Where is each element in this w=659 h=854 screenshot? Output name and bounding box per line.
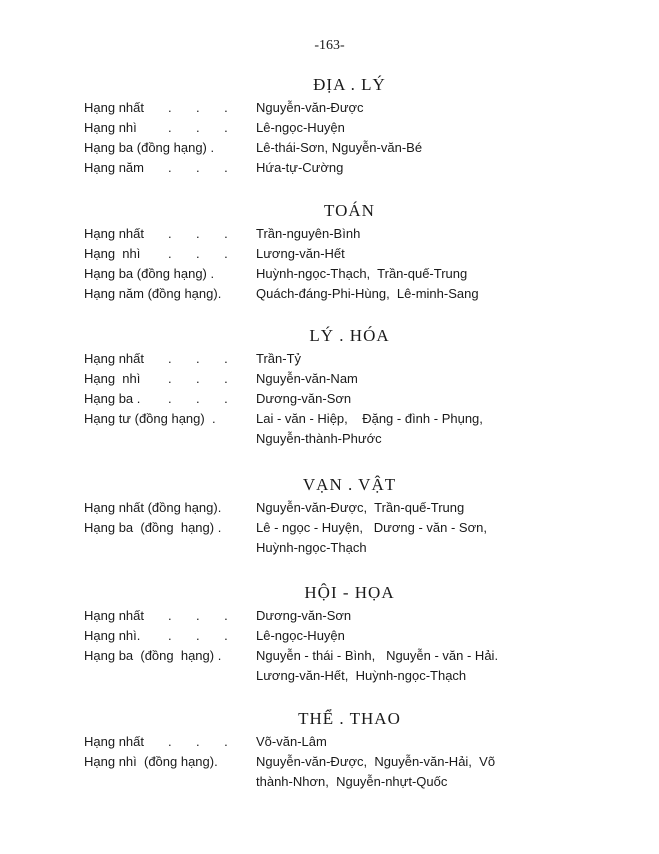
- leader-dots: . . .: [168, 608, 230, 623]
- section-title: LÝ . HÓA: [309, 326, 390, 345]
- leader-dots: . . .: [168, 391, 230, 406]
- leader-dots: . . .: [168, 160, 230, 175]
- result-row: [0, 429, 659, 449]
- result-row: [0, 772, 659, 792]
- rank-label: Hạng nhất: [84, 100, 144, 115]
- section: [0, 323, 659, 449]
- winner-names: Huỳnh-ngọc-Thạch: [256, 540, 367, 555]
- winner-names: Lê-ngọc-Huyện: [256, 120, 345, 135]
- winner-names: Nguyễn - thái - Bình, Nguyễn - văn - Hải.: [256, 648, 499, 663]
- section: [0, 706, 659, 792]
- winner-names: Lê - ngọc - Huyện, Dương - văn - Sơn,: [256, 520, 487, 535]
- section-title: TOÁN: [324, 201, 375, 220]
- winner-names: Nguyễn-văn-Được, Nguyễn-văn-Hải, Võ: [256, 754, 496, 769]
- result-row: [0, 538, 659, 558]
- result-row: [0, 606, 659, 626]
- result-row: [0, 518, 659, 538]
- leader-dots: . . .: [168, 226, 230, 241]
- result-row: [0, 626, 659, 646]
- result-row: [0, 98, 659, 118]
- rank-label: Hạng nhì: [84, 246, 141, 261]
- result-row: [0, 369, 659, 389]
- section-title: HỘI - HỌA: [304, 583, 395, 602]
- rank-label: Hạng ba (đồng hạng) .: [84, 520, 222, 535]
- result-row: [0, 409, 659, 429]
- winner-names: Lương-văn-Hết, Huỳnh-ngọc-Thạch: [256, 668, 467, 683]
- result-row: [0, 224, 659, 244]
- winner-names: Quách-đáng-Phi-Hùng, Lê-minh-Sang: [256, 286, 479, 301]
- result-row: [0, 158, 659, 178]
- winner-names: Nguyễn-thành-Phước: [256, 431, 382, 446]
- section-title: THỂ . THAO: [298, 709, 401, 728]
- leader-dots: . . .: [168, 734, 230, 749]
- rank-label: Hạng nhì.: [84, 628, 141, 643]
- rank-label: Hạng nhất (đồng hạng).: [84, 500, 222, 515]
- leader-dots: . . .: [168, 100, 230, 115]
- winner-names: Dương-văn-Sơn: [256, 608, 352, 623]
- rank-label: Hạng nhất: [84, 226, 144, 241]
- rank-label: Hạng nhất: [84, 351, 144, 366]
- rank-label: Hạng ba .: [84, 391, 141, 406]
- result-row: [0, 752, 659, 772]
- rank-label: Hạng nhất: [84, 608, 144, 623]
- section: [0, 72, 659, 178]
- winner-names: Hứa-tự-Cường: [256, 160, 344, 175]
- rank-label: Hạng nhì: [84, 120, 137, 135]
- section: [0, 198, 659, 304]
- winner-names: Nguyễn-văn-Nam: [256, 371, 358, 386]
- result-row: [0, 349, 659, 369]
- section: [0, 580, 659, 686]
- result-row: [0, 646, 659, 666]
- rank-label: Hạng ba (đồng hạng) .: [84, 266, 215, 281]
- result-row: [0, 118, 659, 138]
- section: [0, 472, 659, 558]
- leader-dots: . . .: [168, 371, 230, 386]
- result-row: [0, 138, 659, 158]
- winner-names: Trần-Tỷ: [256, 351, 302, 366]
- winner-names: Lương-văn-Hết: [256, 246, 345, 261]
- winner-names: Lai - văn - Hiệp, Đặng - đình - Phụng,: [256, 411, 483, 426]
- result-row: [0, 666, 659, 686]
- winner-names: Nguyễn-văn-Được: [256, 100, 364, 115]
- winner-names: Lê-ngọc-Huyện: [256, 628, 345, 643]
- page-number: -163-: [314, 38, 345, 53]
- winner-names: Dương-văn-Sơn: [256, 391, 352, 406]
- result-row: [0, 498, 659, 518]
- section-title: ĐỊA . LÝ: [313, 75, 386, 94]
- result-row: [0, 389, 659, 409]
- winner-names: Trần-nguyên-Bình: [256, 226, 361, 241]
- winner-names: Lê-thái-Sơn, Nguyễn-văn-Bé: [256, 140, 423, 155]
- rank-label: Hạng tư (đồng hạng) .: [84, 411, 216, 426]
- result-row: [0, 732, 659, 752]
- rank-label: Hạng ba (đồng hạng) .: [84, 648, 222, 663]
- leader-dots: . . .: [168, 351, 230, 366]
- rank-label: Hạng năm: [84, 160, 144, 175]
- result-row: [0, 244, 659, 264]
- leader-dots: . . .: [168, 628, 230, 643]
- winner-names: Huỳnh-ngọc-Thạch, Trần-quế-Trung: [256, 266, 468, 281]
- rank-label: Hạng nhì (đồng hạng).: [84, 754, 218, 769]
- rank-label: Hạng nhì: [84, 371, 141, 386]
- result-row: [0, 284, 659, 304]
- rank-label: Hạng ba (đồng hạng) .: [84, 140, 215, 155]
- winner-names: Võ-văn-Lâm: [256, 734, 327, 749]
- leader-dots: . . .: [168, 246, 230, 261]
- winner-names: Nguyễn-văn-Được, Trần-quế-Trung: [256, 500, 465, 515]
- result-row: [0, 264, 659, 284]
- winner-names: thành-Nhơn, Nguyễn-nhựt-Quốc: [256, 774, 448, 789]
- leader-dots: . . .: [168, 120, 230, 135]
- rank-label: Hạng năm (đồng hạng).: [84, 286, 222, 301]
- section-title: VẠN . VẬT: [302, 475, 397, 494]
- rank-label: Hạng nhất: [84, 734, 144, 749]
